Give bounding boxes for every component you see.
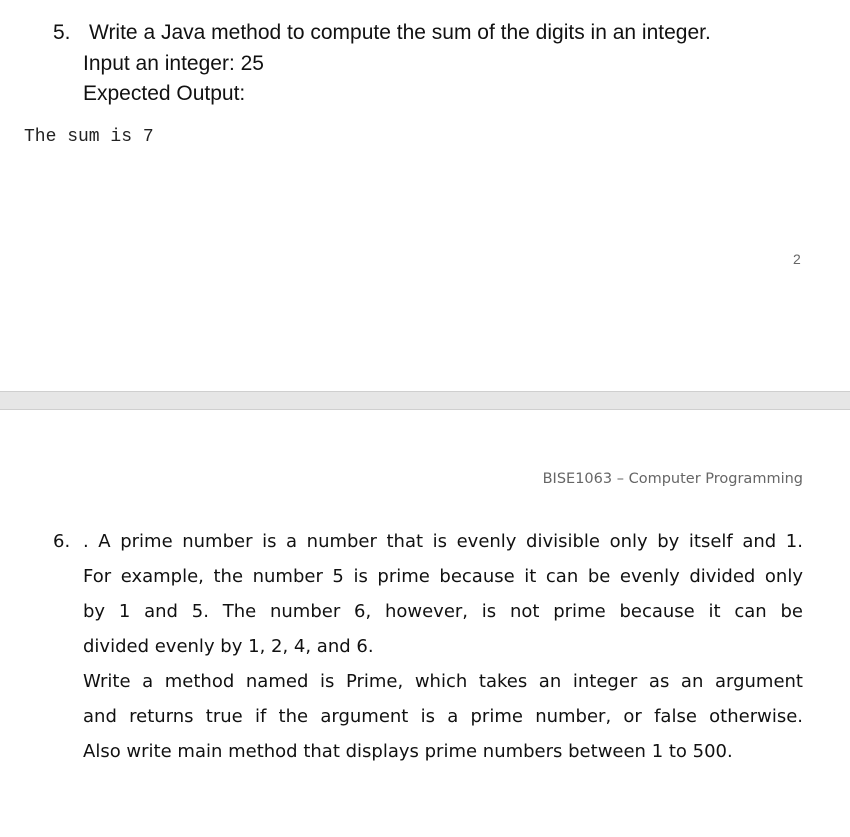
question-5-input-line: Input an integer: 25 (83, 52, 264, 75)
question-5-title: Write a Java method to compute the sum of the digits in an integer. (89, 21, 711, 44)
question-6-body (83, 530, 803, 775)
question-5-number: 5. (53, 21, 71, 44)
question-6-line: . A prime number is a number that is evenly divisible only by itself and 1. (83, 531, 803, 552)
question-6-line: For example, the number 5 is prime because it can be evenly divided only (83, 566, 803, 587)
console-output: The sum is 7 (24, 127, 154, 147)
page-number: 2 (793, 251, 801, 267)
question-6-line: Also write main method that displays prime numbers between 1 to 500. (83, 741, 733, 762)
question-6-line: Write a method named is Prime, which takes an integer as an argument (83, 671, 803, 692)
question-6-line: and returns true if the argument is a prime number, or false otherwise. (83, 706, 803, 727)
page-separator (0, 391, 850, 410)
question-6-line: divided evenly by 1, 2, 4, and 6. (83, 636, 374, 657)
page-2 (0, 0, 850, 391)
question-6-number: 6. (53, 531, 71, 552)
question-6-line: by 1 and 5. The number 6, however, is not prime because it can be (83, 601, 803, 622)
page-header: BISE1063 – Computer Programming (542, 471, 803, 487)
question-5-expected-label: Expected Output: (83, 82, 246, 105)
